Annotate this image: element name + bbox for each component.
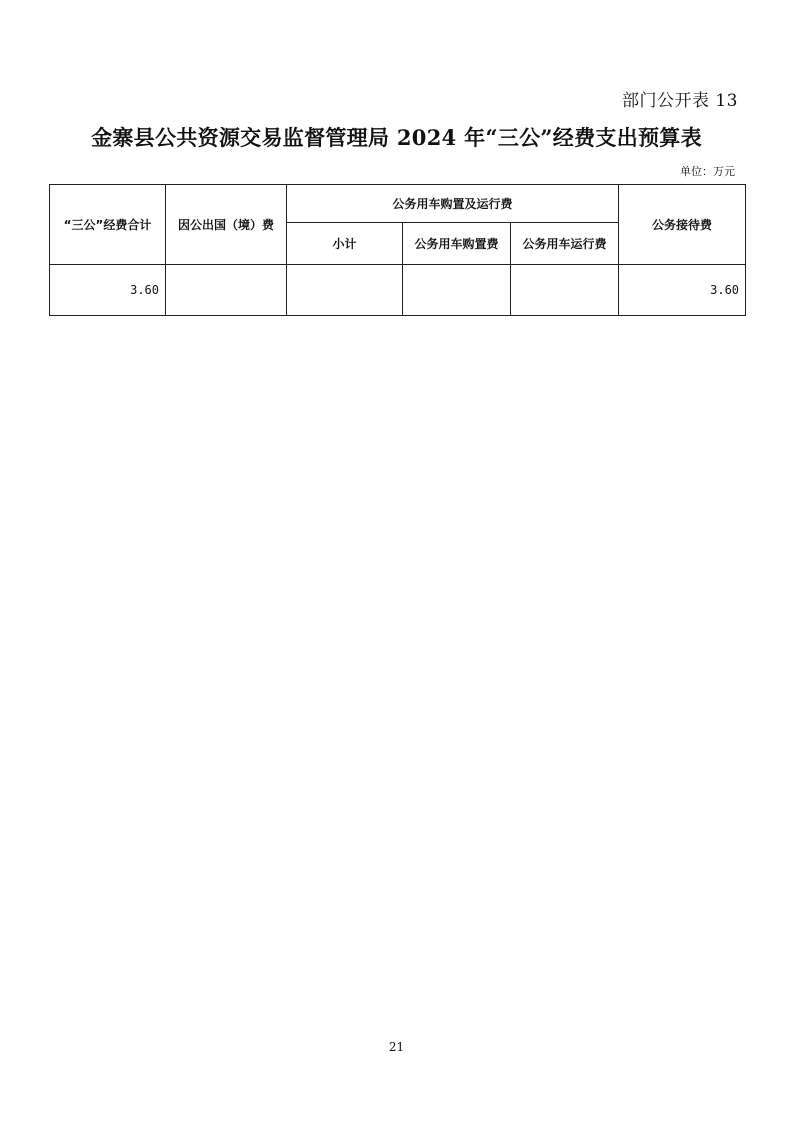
table-row bbox=[50, 265, 746, 316]
cell-total: 3.60 bbox=[50, 265, 166, 316]
unit-label: 单位：万元 bbox=[680, 165, 735, 178]
table-label: 部门公开表 13 bbox=[621, 91, 738, 111]
cell-vehicle-subtotal bbox=[287, 265, 403, 316]
header-row-1 bbox=[50, 185, 746, 223]
header-vehicle-group: 公务用车购置及运行费 bbox=[287, 185, 619, 223]
header-vehicle-subtotal: 小计 bbox=[287, 223, 403, 265]
cell-vehicle-operation bbox=[511, 265, 619, 316]
page-number: 21 bbox=[388, 1040, 405, 1054]
cell-vehicle-purchase bbox=[403, 265, 511, 316]
cell-reception: 3.60 bbox=[619, 265, 746, 316]
header-abroad: 因公出国（境）费 bbox=[166, 185, 287, 265]
header-vehicle-operation: 公务用车运行费 bbox=[511, 223, 619, 265]
page-title: 金寨县公共资源交易监督管理局 2024 年“三公”经费支出预算表 bbox=[91, 125, 702, 150]
cell-abroad bbox=[166, 265, 287, 316]
header-vehicle-purchase: 公务用车购置费 bbox=[403, 223, 511, 265]
header-total: “三公”经费合计 bbox=[50, 185, 166, 265]
header-reception: 公务接待费 bbox=[619, 185, 746, 265]
budget-table bbox=[49, 184, 746, 316]
